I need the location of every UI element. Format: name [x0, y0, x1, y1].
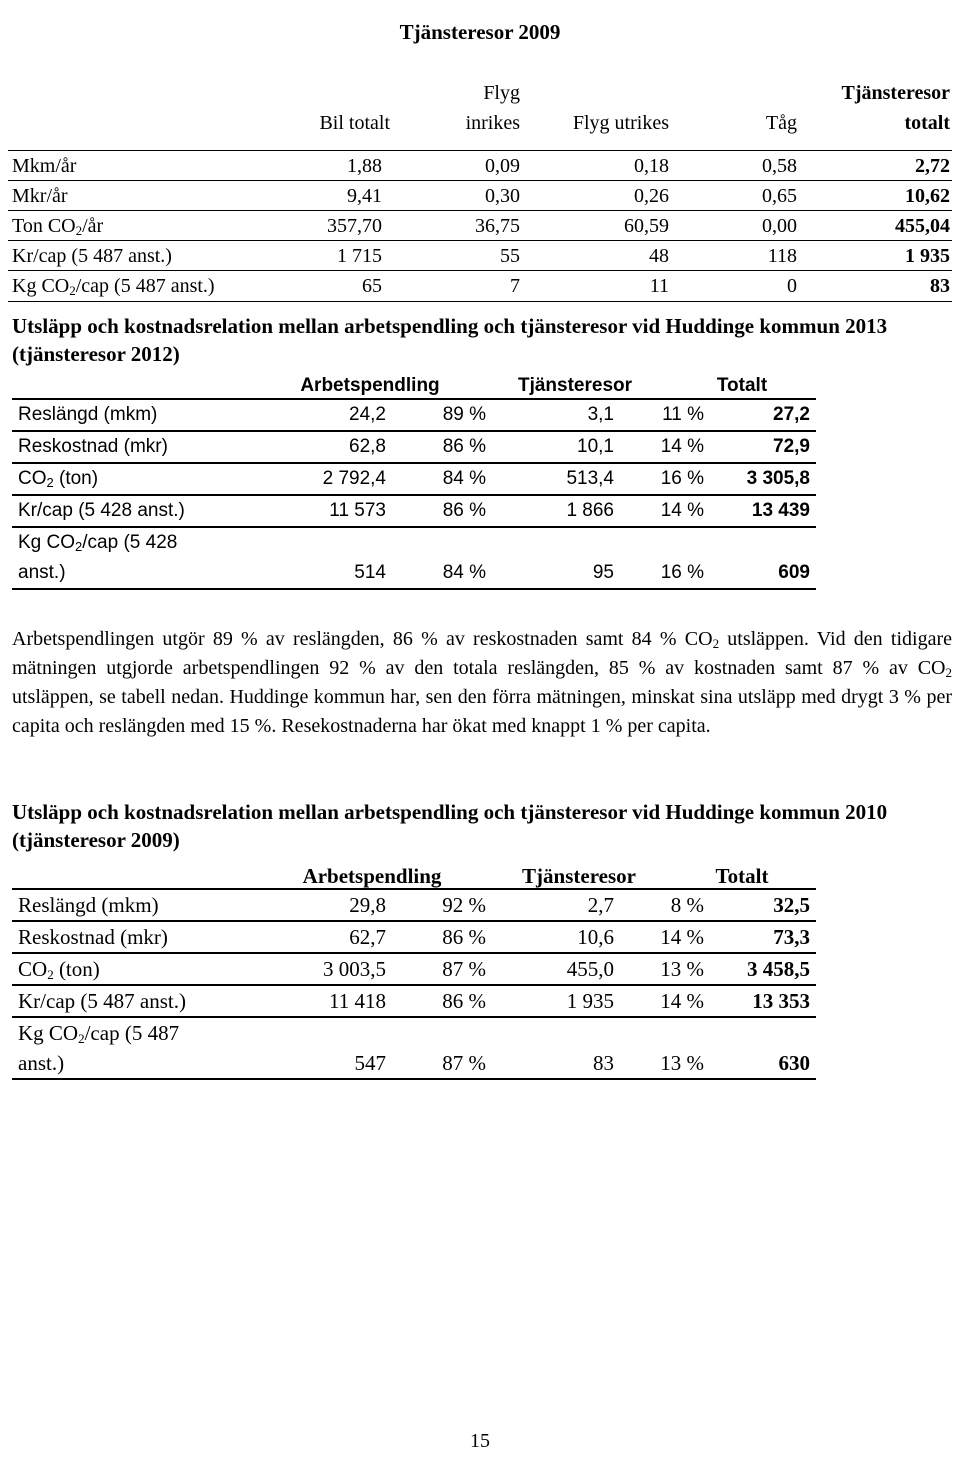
cell-tp: 13 %: [660, 957, 704, 981]
cell-t: 513,4: [566, 468, 614, 489]
cell-tp: 14 %: [660, 436, 704, 457]
cell-tag: 118: [767, 245, 797, 267]
row-label-text: Kr/cap (5 487 anst.): [18, 989, 186, 1013]
cell-a: 62,7: [349, 925, 386, 949]
cell-tot: 630: [778, 1051, 810, 1075]
cell-inrikes: 36,75: [475, 215, 520, 237]
cell-tag: 0: [787, 275, 797, 297]
row-label: [18, 954, 100, 984]
cell-tot: 13 439: [751, 500, 810, 521]
header-totalt: Totalt: [715, 864, 769, 888]
cell-bil: 65: [362, 275, 382, 297]
cell-ap: 86 %: [442, 436, 486, 457]
cell-tp: 14 %: [660, 989, 704, 1013]
header-tag: Tåg: [765, 112, 797, 134]
cell-total: 455,04: [895, 215, 950, 237]
row-label-text: Mkm/år: [12, 155, 77, 177]
row-label: [18, 464, 98, 494]
cell-utrikes: 0,18: [634, 155, 669, 177]
cell-tp: 11 %: [662, 404, 704, 425]
cell-bil: 1 715: [337, 245, 382, 267]
table-row: [12, 400, 816, 432]
cell-t: 1 935: [566, 989, 614, 1013]
cell-a: 2 792,4: [322, 468, 386, 489]
header-arbetspendling: Arbetspendling: [302, 864, 442, 888]
cell-tot: 3 458,5: [747, 957, 810, 981]
row-label: [12, 271, 215, 301]
cell-a: 514: [354, 562, 386, 583]
subscript: 2: [75, 539, 83, 554]
section-heading-2013: Utsläpp och kostnadsrelation mellan arbetspendling och tjänsteresor vid Huddinge kommun 2013 (tjänsteresor 2012): [12, 314, 888, 366]
cell-tp: 16 %: [660, 562, 704, 583]
table-row: [8, 210, 952, 241]
table-row: [12, 432, 816, 464]
table-row: [8, 240, 952, 271]
row-label-suffix: (ton): [53, 957, 100, 981]
table-row: [12, 986, 816, 1018]
cell-bil: 357,70: [327, 215, 382, 237]
cell-total: 10,62: [905, 185, 950, 207]
cell-utrikes: 11: [649, 275, 669, 297]
row-label: [12, 241, 172, 271]
header-flyg-utrikes: Flyg utrikes: [572, 112, 669, 134]
cell-tp: 14 %: [660, 925, 704, 949]
cell-tag: 0,58: [762, 155, 797, 177]
cell-total: 2,72: [915, 155, 950, 177]
cell-tot: 27,2: [773, 404, 810, 425]
row-label-text: Kg CO: [18, 1021, 79, 1045]
table-row: [8, 180, 952, 211]
header-bil-totalt: Bil totalt: [319, 112, 390, 134]
cell-tag: 0,00: [762, 215, 797, 237]
row-label-suffix: /cap (5 487: [84, 1021, 180, 1045]
cell-bil: 9,41: [347, 185, 382, 207]
cell-inrikes: 7: [510, 275, 520, 297]
cell-t: 3,1: [587, 404, 614, 425]
row-label-text: Reslängd (mkm): [18, 404, 158, 425]
cell-tp: 8 %: [670, 893, 704, 917]
table-header: [12, 366, 816, 400]
cell-ap: 86 %: [442, 989, 486, 1013]
table-row: [12, 496, 816, 528]
cell-t: 95: [592, 562, 614, 583]
row-label-text: Reskostnad (mkr): [18, 925, 168, 949]
subscript: 2: [75, 223, 83, 238]
cell-tot: 13 353: [752, 989, 810, 1013]
row-label-suffix: /år: [82, 215, 104, 237]
subscript: 2: [46, 475, 54, 490]
cell-ap: 92 %: [442, 893, 486, 917]
cell-ap: 86 %: [442, 925, 486, 949]
cell-tp: 13 %: [660, 1051, 704, 1075]
cell-a: 62,8: [349, 436, 386, 457]
row-label: [12, 181, 68, 211]
row-label-text: Ton CO: [12, 215, 76, 237]
cell-tot: 3 305,8: [746, 468, 810, 489]
table-row: [8, 270, 952, 302]
cell-ap: 87 %: [442, 1051, 486, 1075]
cell-t: 10,6: [577, 925, 614, 949]
cell-utrikes: 48: [649, 245, 669, 267]
row-label-text: Kr/cap (5 487 anst.): [12, 245, 172, 267]
cell-tag: 0,65: [762, 185, 797, 207]
subscript: 2: [69, 283, 76, 298]
row-label-text: Reslängd (mkm): [18, 893, 159, 917]
table-row: [12, 954, 816, 986]
cell-tot: 73,3: [773, 925, 810, 949]
cell-t: 10,1: [577, 436, 614, 457]
cell-ap: 84 %: [442, 562, 486, 583]
row-label: [18, 400, 157, 430]
cell-a: 11 418: [329, 989, 386, 1013]
cell-ap: 84 %: [442, 468, 486, 489]
cell-a: 3 003,5: [323, 957, 386, 981]
row-label-text: Mkr/år: [12, 185, 68, 207]
row-label: [18, 1018, 179, 1078]
cell-tot: 609: [778, 562, 810, 583]
row-label: [12, 211, 103, 241]
cell-utrikes: 0,26: [634, 185, 669, 207]
cell-a: 24,2: [349, 404, 386, 425]
cell-tp: 16 %: [660, 468, 704, 489]
cell-inrikes: 0,09: [485, 155, 520, 177]
cell-inrikes: 0,30: [485, 185, 520, 207]
cell-utrikes: 60,59: [624, 215, 669, 237]
row-label-text: Reskostnad (mkr): [18, 436, 168, 457]
header-flyg-inrikes: Flyg inrikes: [465, 82, 520, 134]
row-label: [18, 432, 168, 462]
header-totalt: Totalt: [716, 375, 768, 396]
cell-tot: 72,9: [773, 436, 810, 457]
row-label: [18, 986, 186, 1016]
header-arbetspendling: Arbetspendling: [300, 375, 440, 396]
row-label-text: Kr/cap (5 428 anst.): [18, 500, 185, 521]
row-label: [18, 922, 168, 952]
table-row: [12, 922, 816, 954]
cell-t: 455,0: [566, 957, 614, 981]
row-label-suffix: /cap (5 428: [82, 532, 178, 553]
header-tjansteresor: Tjänsteresor: [522, 864, 636, 888]
cell-tp: 14 %: [660, 500, 704, 521]
cell-t: 2,7: [587, 893, 614, 917]
table-row: [12, 528, 816, 590]
cell-t: 1 866: [566, 500, 614, 521]
cell-inrikes: 55: [500, 245, 520, 267]
subscript: 2: [78, 1031, 85, 1046]
cell-t: 83: [593, 1051, 614, 1075]
table-title: Tjänsteresor 2009: [399, 20, 561, 44]
cell-a: 29,8: [349, 893, 386, 917]
row-label-text: Kg CO: [12, 275, 70, 297]
cell-ap: 86 %: [442, 500, 486, 521]
cell-a: 547: [354, 1051, 386, 1075]
cell-ap: 89 %: [442, 404, 486, 425]
row-label-line2: anst.): [18, 562, 66, 583]
cell-total: 83: [930, 275, 950, 297]
table-row: [8, 150, 952, 181]
header-tjansteresor-totalt: Tjänsteresor totalt: [841, 82, 950, 134]
row-label-suffix: /cap (5 487 anst.): [75, 275, 215, 297]
body-paragraph: Arbetspendlingen utgör 89 % av reslängden, 86 % av reskostnaden samt 84 % $CO_2$ utsläppen. Vid den tidigare mätningen utgjorde arbetspendlingen 92 % av den totala reslängden, 85 % av kostnaden samt 87 % av $CO_2$ utsläppen, se tabell nedan. Huddinge kommun har, sen den förra mätningen, minskat sina utsläpp med drygt 3 % per capita och reslängden med 15 %. Resekostnaderna har ökat med knappt 1 % per capita.: [12, 628, 952, 737]
row-label: [12, 151, 76, 181]
page-number: 15: [470, 1430, 490, 1452]
cell-bil: 1,88: [347, 155, 382, 177]
cell-ap: 87 %: [442, 957, 486, 981]
row-label: [18, 890, 159, 920]
table-row: [12, 1018, 816, 1080]
section-heading-2010: Utsläpp och kostnadsrelation mellan arbetspendling och tjänsteresor vid Huddinge kommun 2010 (tjänsteresor 2009): [12, 800, 888, 852]
subscript: 2: [47, 967, 54, 982]
cell-tot: 32,5: [773, 893, 810, 917]
row-label: [18, 528, 177, 588]
table-header: [12, 856, 816, 890]
cell-total: 1 935: [905, 245, 950, 267]
row-label: [18, 496, 185, 526]
row-label-text: CO: [18, 468, 47, 489]
row-label-text: CO: [18, 957, 48, 981]
table-row: [12, 464, 816, 496]
table-row: [12, 890, 816, 922]
cell-a: 11 573: [329, 500, 386, 521]
header-tjansteresor: Tjänsteresor: [517, 375, 633, 396]
row-label-line2: anst.): [18, 1051, 65, 1075]
row-label-suffix: (ton): [53, 468, 99, 489]
row-label-text: Kg CO: [18, 532, 76, 553]
